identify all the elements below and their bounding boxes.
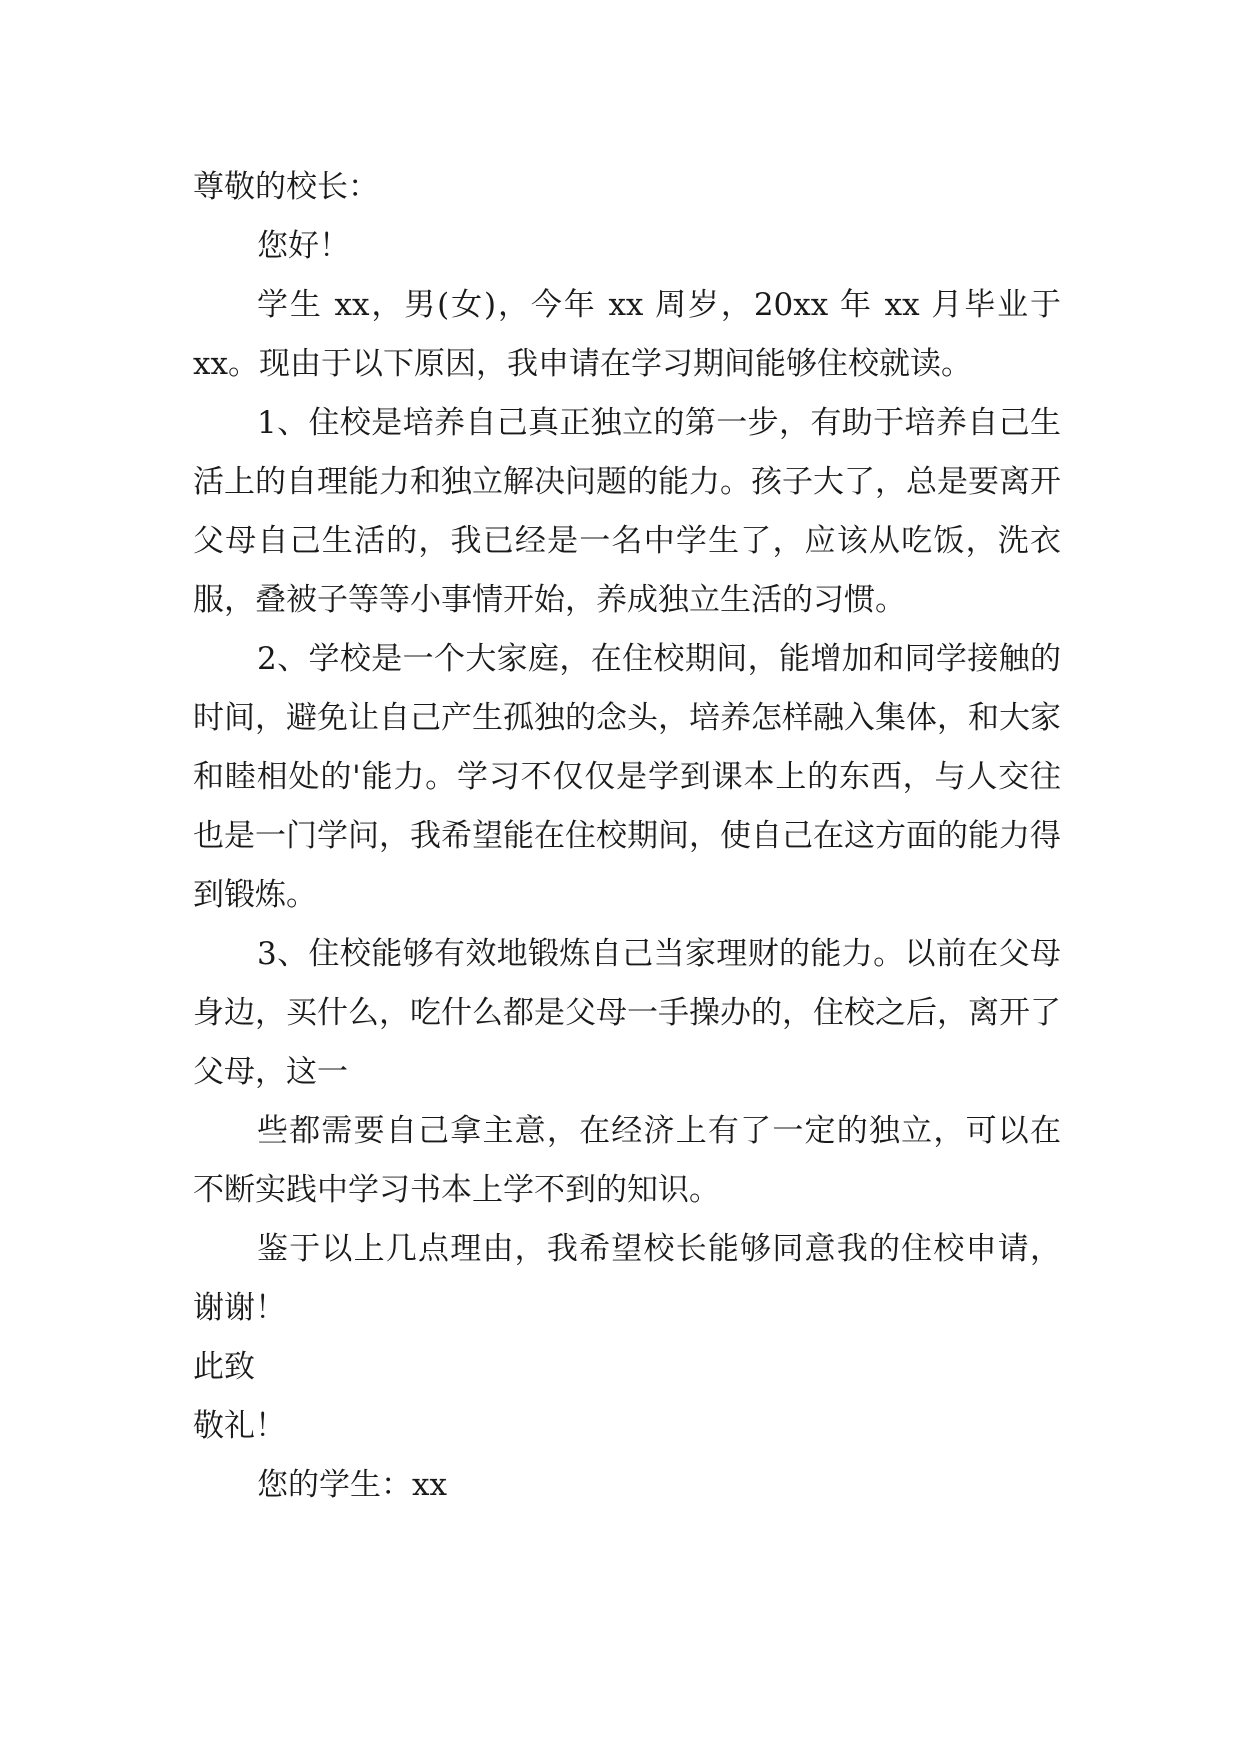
salutation: 尊敬的校长： (193, 169, 379, 205)
regards-line-2: 敬礼！ (193, 1408, 286, 1444)
closing-paragraph: 鉴于以上几点理由，我希望校长能够同意我的住校申请，谢谢！ (193, 1231, 1061, 1326)
letter-body (193, 158, 1061, 1515)
regards-line-1: 此致 (193, 1349, 255, 1385)
intro-paragraph: 学生 xx，男(女)，今年 xx 周岁，20xx 年 xx 月毕业于 xx。现由于以下原因，我申请在学习期间能够住校就读。 (193, 287, 1061, 382)
signature: 您的学生：xx (257, 1467, 447, 1503)
reason-3-continuation: 些都需要自己拿主意，在经济上有了一定的独立，可以在不断实践中学习书本上学不到的知识。 (193, 1113, 1061, 1208)
reason-2-paragraph: 2、学校是一个大家庭，在住校期间，能增加和同学接触的时间，避免让自己产生孤独的念头，培养怎样融入集体，和大家和睦相处的'能力。学习不仅仅是学到课本上的东西，与人交往也是一门学问，我希望能在住校期间，使自己在这方面的能力得到锻炼。 (193, 641, 1061, 913)
reason-1-paragraph: 1、住校是培养自己真正独立的第一步，有助于培养自己生活上的自理能力和独立解决问题的能力。孩子大了，总是要离开父母自己生活的，我已经是一名中学生了，应该从吃饭，洗衣服，叠被子等等小事情开始，养成独立生活的习惯。 (193, 405, 1061, 618)
reason-3-paragraph: 3、住校能够有效地锻炼自己当家理财的能力。以前在父母身边，买什么，吃什么都是父母一手操办的，住校之后，离开了父母，这一 (193, 936, 1061, 1090)
greeting: 您好！ (257, 228, 350, 264)
